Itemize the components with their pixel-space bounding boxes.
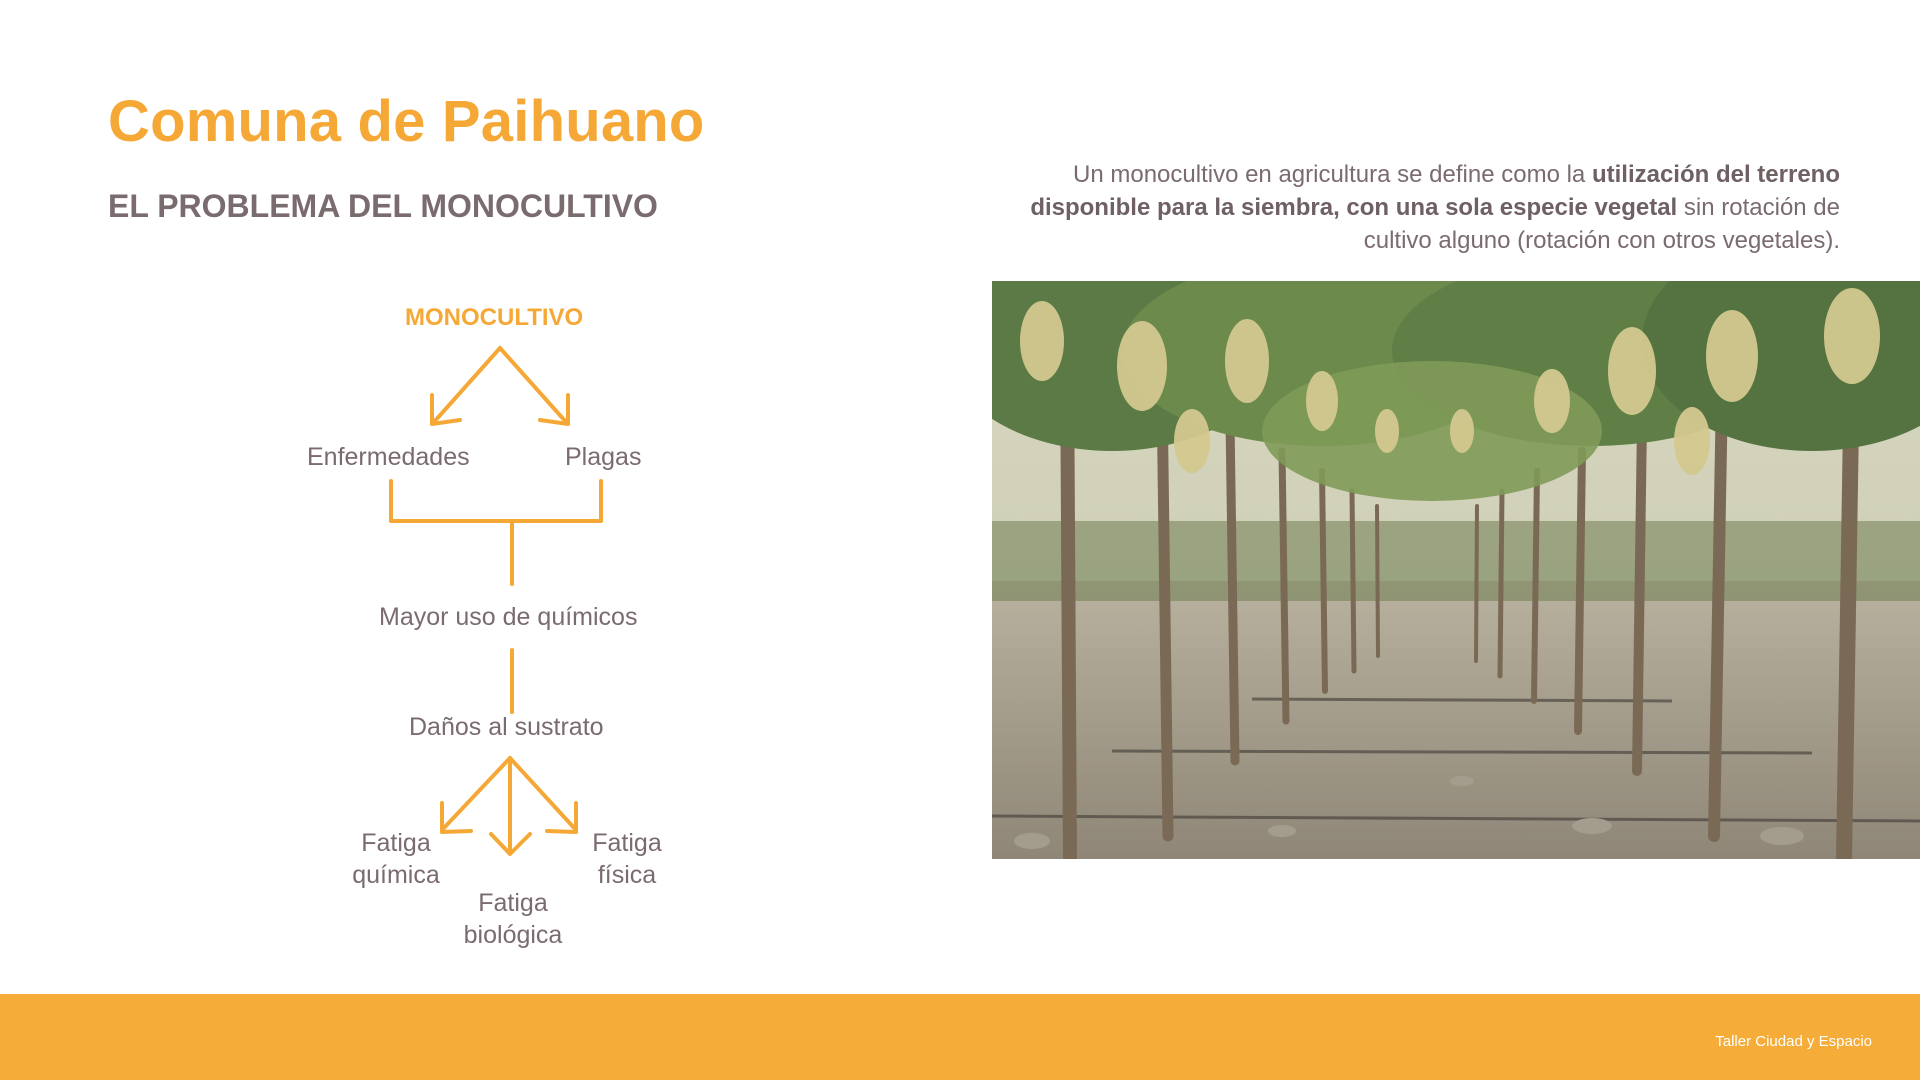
node-enfermedades: Enfermedades	[307, 443, 470, 471]
node-damage: Daños al sustrato	[409, 713, 604, 741]
vineyard-illustration	[992, 281, 1920, 859]
vineyard-photo	[992, 281, 1920, 859]
definition-paragraph	[980, 158, 1840, 257]
node-chemicals: Mayor uso de químicos	[379, 603, 638, 631]
footer-bar	[0, 994, 1920, 1080]
definition-text-bold: utilización del terreno disponible para la siembra, con una sola especie vegetal	[1030, 161, 1840, 221]
fatigue-chemical-line1: Fatiga	[361, 829, 431, 857]
fatigue-biological-line1: Fatiga	[478, 889, 548, 917]
page-title: Comuna de Paihuano	[108, 89, 705, 154]
arrow-to-fatigue-chemical	[442, 758, 510, 830]
merge-bracket	[391, 481, 601, 521]
node-plagas: Plagas	[565, 443, 642, 471]
fatigue-biological-line2: biológica	[463, 921, 563, 949]
fatigue-physical-line1: Fatiga	[592, 829, 662, 857]
footer-label: Taller Ciudad y Espacio	[1715, 1033, 1872, 1050]
arrow-to-plagas	[500, 348, 566, 422]
monoculture-diagram	[0, 0, 960, 1000]
arrow-to-fatigue-physical	[510, 758, 576, 830]
diagram-connectors	[0, 0, 960, 1000]
fatigue-chemical-line2: química	[352, 861, 440, 889]
node-fatigue-biological	[463, 887, 563, 951]
page-subtitle: EL PROBLEMA DEL MONOCULTIVO	[108, 188, 658, 224]
node-fatigue-physical	[577, 827, 677, 891]
node-fatigue-chemical	[346, 827, 446, 891]
fatigue-physical-line2: física	[597, 861, 657, 889]
node-monocultivo: MONOCULTIVO	[405, 304, 584, 331]
definition-text-end: sin rotación de cultivo alguno (rotación con otros vegetales).	[1363, 194, 1840, 254]
definition-text-start: Un monocultivo en agricultura se define como la	[1073, 161, 1592, 188]
arrow-to-enfermedades	[434, 348, 500, 422]
